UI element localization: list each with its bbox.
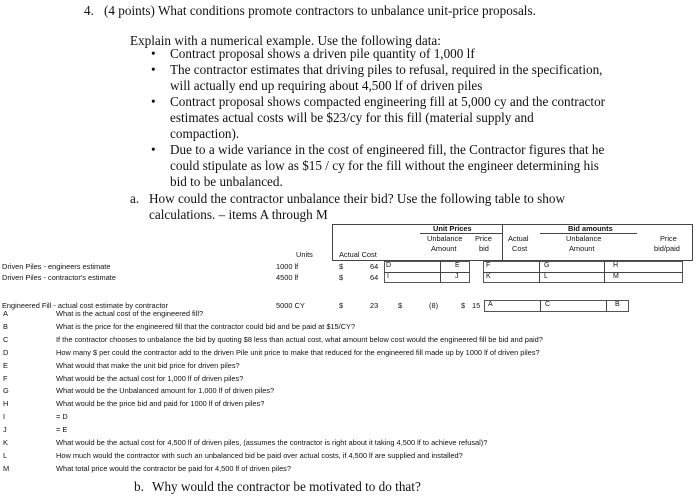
header-actual: Actual [508,234,529,243]
cell-d: D [386,262,392,269]
header-amount-1: Amount [431,244,457,253]
bullet-line: estimates actual costs will be $23/cy for this fill (material supply and [170,110,534,125]
row-currency: $ [339,273,344,282]
item-text: What is the price for the engineered fill that the contractor could bid and be paid at $15/CY? [56,321,356,331]
item-text: What would that make the unit bid price for driven piles? [56,360,240,370]
part-b-text: Why would the contractor be motivated to do that? [152,479,421,494]
cell-j: J [455,273,459,280]
cell-k: K [486,273,491,280]
col-divider [604,261,605,283]
row-price-bid: 15 [472,301,481,310]
item-text: What would be the price bid and paid for 1000 lf of driven piles? [56,399,265,409]
question-text: (4 points) What conditions promote contractors to unbalance unit-price proposals. [104,3,536,18]
cell-l: L [544,273,548,280]
col-divider [539,261,540,283]
table-left-border [332,224,333,260]
item-key: E [3,360,8,370]
item-key: B [3,321,8,331]
cell-i: I [387,273,389,280]
col-divider [606,300,607,312]
bullet-line: bid to be unbalanced. [170,174,283,189]
bullet-line: Contract proposal shows a driven pile quantity of 1,000 lf [170,46,475,61]
bullet-line: The contractor estimates that driving piles to refusal, required in the specification, [170,62,603,77]
row-actual-cost: 64 [370,273,379,282]
item-text: What would be the Unbalanced amount for 1,000 lf of driven piles? [56,386,275,396]
table-right-border [692,224,693,260]
item-text: What would be the actual cost for 1,000 lf of driven piles? [56,373,244,383]
bullet-dot: • [151,94,156,109]
row-currency-2: $ [398,301,403,310]
question-number: 4. [84,3,94,18]
part-a-line-2: calculations. – items A through M [149,207,328,222]
header-units: Units [296,250,313,259]
row-label: Engineered Fill - actual cost estimate by contractor [2,301,168,310]
header-unbalance-1: Unbalance [427,234,463,243]
part-a-line-1: How could the contractor unbalance their bid? Use the following table to show [149,191,566,206]
part-a-label: a. [130,191,140,206]
bullet-dot: • [151,142,156,157]
bullet-line: compaction). [170,126,240,141]
row-currency: $ [339,262,344,271]
col-divider [440,261,441,283]
part-b-label: b. [134,479,144,494]
item-key: C [3,334,9,344]
item-key: A [3,309,8,318]
cell-e: E [455,262,460,269]
item-text: What is the actual cost of the engineered fill? [56,309,204,318]
table-mid-border [502,224,503,260]
header-unit-prices: Unit Prices [433,224,472,233]
cell-h: H [613,262,619,269]
bullet-line: will actually end up requiring about 4,500 lf of driven piles [170,78,483,93]
header-price-1: Price [475,234,492,243]
row-actual-cost: 64 [370,262,379,271]
row-currency-3: $ [461,301,466,310]
item-text: What would be the actual cost for 4,500 lf of driven piles, (assumes the contractor is right about it taking 4,500 lf to achieve refusal)? [56,438,488,447]
header-actual-cost: Actual Cost [339,250,377,259]
item-text: If the contractor chooses to unbalance the bid by quoting $8 less than actual cost, what amount below cost would the engineered fill be bid and paid? [56,334,543,344]
item-key: G [3,386,9,396]
bullet-line: Contract proposal shows compacted engineering fill at 5,000 cy and the contractor [170,94,606,109]
answer-cells-fill [484,300,629,312]
header-cost: Cost [512,244,528,253]
item-text: How many $ per could the contractor add to the driven Pile unit price to make that reduced for the engineered fill made up by 1000 lf of driven piles? [56,347,540,357]
item-text: How much would the contractor with such an unbalanced bid be paid over actual costs, if 4,500 lf are supplied and installed? [56,450,463,460]
row-unbalance-amount: (8) [429,301,439,310]
bullet-line: could stipulate as low as $15 / cy for the fill without the engineer determining his [170,158,599,173]
cell-b: B [615,301,620,308]
row-label: Driven Piles - engineers estimate [2,262,111,271]
item-text: = D [56,412,68,422]
row-units: 4500 lf [276,273,299,282]
item-key: H [3,399,9,409]
table-top-border [332,224,693,225]
item-key: L [3,450,8,460]
bullet-dot: • [151,46,156,61]
header-amount-2: Amount [569,244,595,253]
bullet-line: Due to a wide variance in the cost of engineered fill, the Contractor figures that he [170,142,605,157]
item-text: = E [56,425,68,435]
header-bid-amounts: Bid amounts [568,224,613,233]
header-unbalance-2: Unbalance [566,234,602,243]
header-bid-paid: bid/paid [654,244,680,253]
explain-intro: Explain with a numerical example. Use the following data: [130,33,441,48]
item-key: I [3,412,6,422]
cell-g: G [544,262,550,269]
header-bid-1: bid [479,244,489,253]
item-key: F [3,373,8,383]
row-divider [483,272,683,273]
item-key: D [3,347,9,357]
item-text: What total price would the contractor be paid for 4,500 lf of driven piles? [56,463,291,473]
cell-m: M [613,273,619,280]
col-divider [540,300,541,312]
item-key: M [3,463,10,473]
row-units: 5000 CY [276,301,305,310]
bullet-dot: • [151,62,156,77]
row-currency: $ [339,301,344,310]
item-key: J [3,425,7,435]
item-key: K [3,438,8,447]
row-actual-cost: 23 [370,301,379,310]
cell-c: C [545,301,551,308]
header-price-2: Price [660,234,677,243]
cell-a: A [488,301,493,308]
row-label: Driven Piles - contractor's estimate [2,273,116,282]
row-units: 1000 lf [276,262,299,271]
cell-f: F [486,262,491,269]
